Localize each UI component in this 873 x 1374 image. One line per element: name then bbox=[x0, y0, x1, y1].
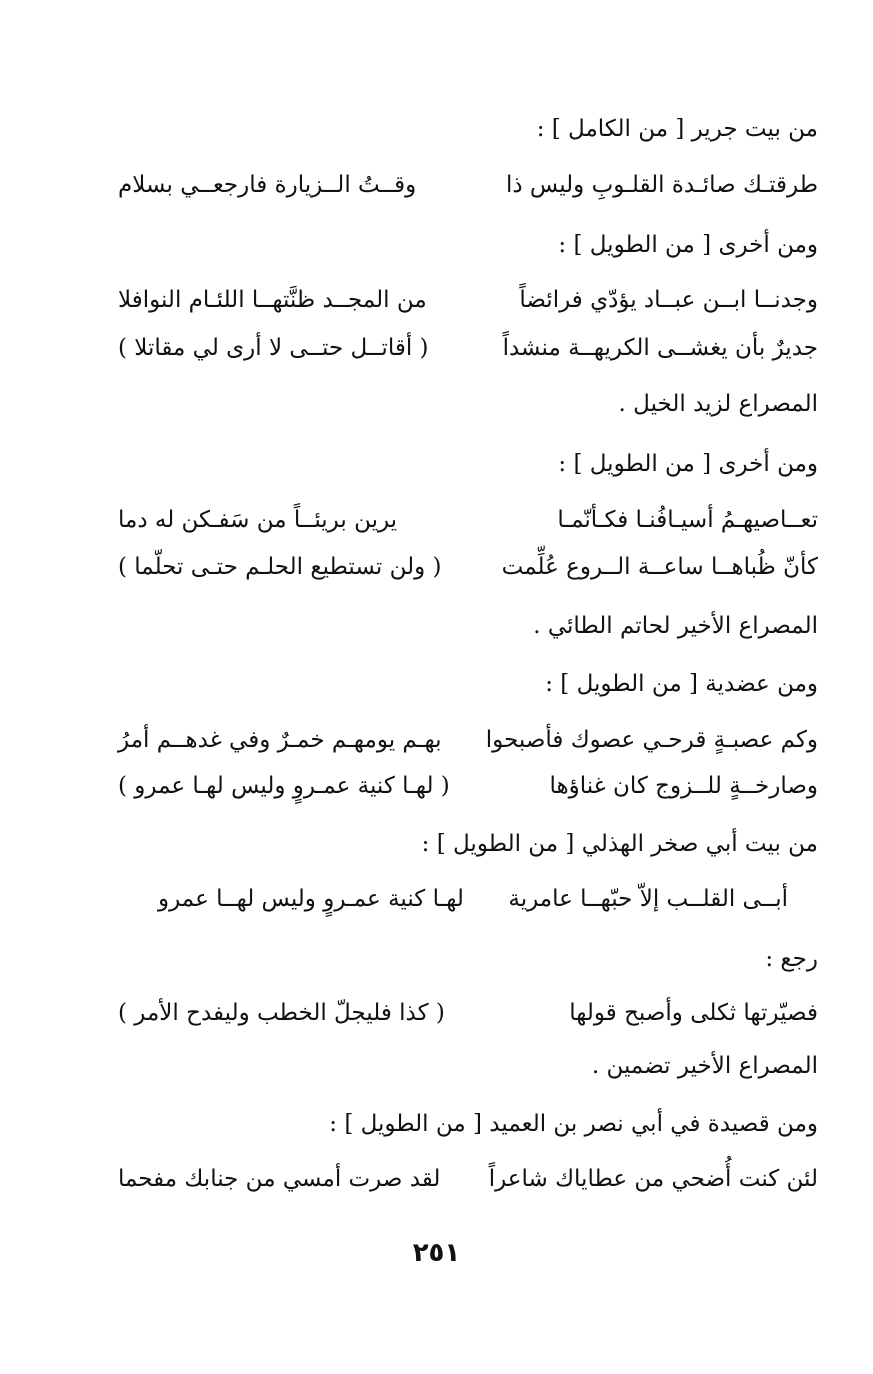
section-heading: ومن قصيدة في أبي نصر بن العميد [ من الطويل ] : bbox=[329, 1111, 818, 1137]
second-hemistich: بهـم يومهـم خمـرٌ وفي غدهــم أمرُ bbox=[118, 727, 442, 753]
first-hemistich: جديرٌ بأن يغشــى الكريهــة منشداً bbox=[502, 335, 818, 361]
second-hemistich: ( أقاتــل حتــى لا أرى لي مقاتلا ) bbox=[118, 335, 429, 361]
first-hemistich: تعــاصيهـمُ أسيـافُنـا فكـأنّمـا bbox=[557, 507, 818, 533]
first-hemistich: وصارخــةٍ للــزوج كان غناؤها bbox=[549, 773, 818, 799]
second-hemistich: وقــتُ الــزيارة فارجعــي بسلام bbox=[118, 172, 417, 198]
verse-line bbox=[118, 170, 818, 200]
second-hemistich: ( ولن تستطيع الحلـم حتـى تحلّما ) bbox=[118, 554, 442, 580]
section-heading: من بيت أبي صخر الهذلي [ من الطويل ] : bbox=[421, 831, 818, 857]
section-heading: من بيت جرير [ من الكامل ] : bbox=[536, 116, 818, 142]
first-hemistich: فصيّرتها ثكلى وأصبح قولها bbox=[569, 1000, 818, 1026]
page-number: ٢٥١ bbox=[412, 1238, 461, 1268]
verse-line bbox=[118, 333, 818, 363]
section-heading: ومن عضدية [ من الطويل ] : bbox=[545, 671, 818, 697]
second-hemistich: لهـا كنية عمـروٍ وليس لهــا عمرو bbox=[158, 886, 464, 912]
first-hemistich: طرقتـك صائـدة القلـوبِ وليس ذا bbox=[505, 172, 818, 198]
section-heading: رجع : bbox=[765, 946, 818, 972]
section-heading: ومن أخرى [ من الطويل ] : bbox=[558, 451, 818, 477]
verse-line bbox=[118, 998, 818, 1028]
verse-line bbox=[118, 771, 818, 801]
attribution-note: المصراع الأخير تضمين . bbox=[591, 1053, 818, 1079]
second-hemistich: يرين بريئــاً من سَفـكن له دما bbox=[118, 507, 398, 533]
verse-line bbox=[118, 1164, 818, 1194]
second-hemistich: ( كذا فليجلّ الخطب وليفدح الأمر ) bbox=[118, 1000, 445, 1026]
first-hemistich: لئن كنت أُضحي من عطاياك شاعراً bbox=[488, 1166, 818, 1192]
first-hemistich: كأنّ ظُباهــا ساعــة الــروع عُلِّمت bbox=[501, 554, 818, 580]
verse-line bbox=[118, 725, 818, 755]
verse-line bbox=[118, 285, 818, 315]
second-hemistich: من المجــد ظنَّتهــا اللئـام النوافلا bbox=[118, 287, 427, 313]
second-hemistich: ( لهـا كنية عمـروٍ وليس لهـا عمرو ) bbox=[118, 773, 450, 799]
first-hemistich: وكم عصبـةٍ قرحـي عصوك فأصبحوا bbox=[485, 727, 818, 753]
attribution-note: المصراع الأخير لحاتم الطائي . bbox=[533, 613, 818, 639]
verse-line bbox=[118, 884, 818, 914]
section-heading: ومن أخرى [ من الطويل ] : bbox=[558, 232, 818, 258]
verse-line bbox=[118, 505, 818, 535]
first-hemistich: وجدنــا ابــن عبــاد يؤدّي فرائضاً bbox=[519, 287, 818, 313]
verse-line bbox=[118, 552, 818, 582]
second-hemistich: لقد صرت أمسي من جنابك مفحما bbox=[118, 1166, 441, 1192]
first-hemistich: أبــى القلــب إلاّ حبّهــا عامرية bbox=[508, 886, 788, 912]
attribution-note: المصراع لزيد الخيل . bbox=[618, 391, 818, 417]
